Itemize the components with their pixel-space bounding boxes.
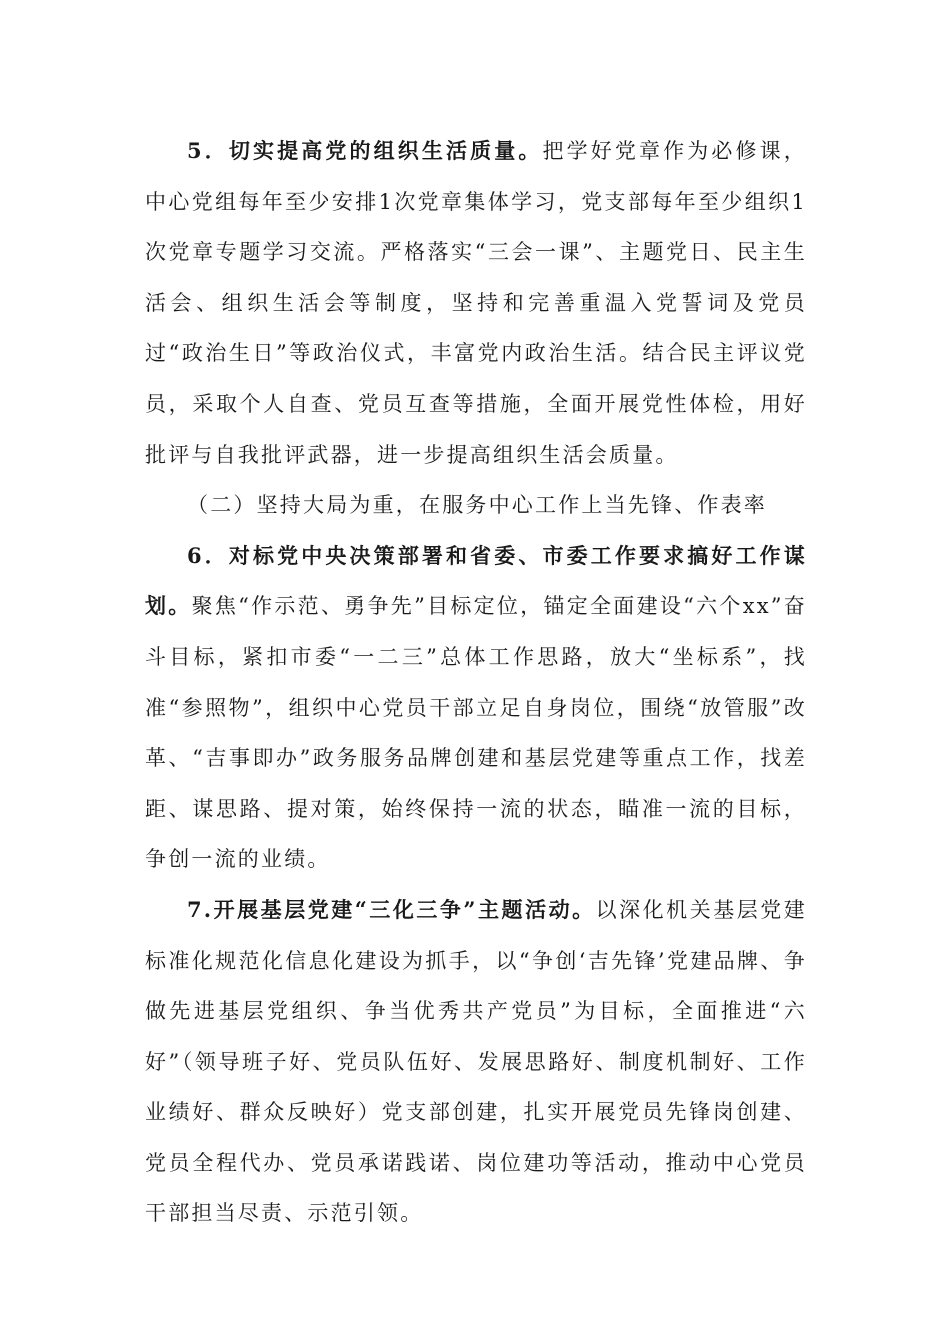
paragraph-text: 把学好党章作为必修课，中心党组每年至少安排1次党章集体学习，党支部每年至少组织1次党章专题学习交流。严格落实“三会一课”、主题党日、民主生活会、组织生活会等制度，坚持和完善重温入党誓词及党员过“政治生日”等政治仪式，丰富党内政治生活。结合民主评议党员，采取个人自查、党员互查等措施，全面开展党性体检，用好批评与自我批评武器，进一步提高组织生活会质量。 [145, 139, 807, 467]
paragraph-text: 以深化机关基层党建标准化规范化信息化建设为抓手，以“争创‘吉先锋’党建品牌、争做先进基层党组织、争当优秀共产党员”为目标，全面推进“六好”（领导班子好、党员队伍好、发展思路好、制度机制好、工作业绩好、群众反映好）党支部创建，扎实开展党员先锋岗创建、党员全程代办、党员承诺践诺、岗位建功等活动，推动中心党员干部担当尽责、示范引领。 [145, 897, 807, 1226]
paragraph-lead: 7.开展基层党建“三化三争”主题活动。 [187, 896, 596, 922]
paragraph-lead: 6．对标党中央决策部署和省委、市委工作要求搞好工作谋划。 [145, 542, 807, 619]
paragraph-text: 聚焦“作示范、勇争先”目标定位，锚定全面建设“六个xx”奋斗目标，紧扣市委“一二三”总体工作思路，放大“坐标系”，找准“参照物”，组织中心党员干部立足自身岗位，围绕“放管服”改革、“吉事即办”政务服务品牌创建和基层党建等重点工作，找差距、谋思路、提对策，始终保持一流的状态，瞄准一流的目标，争创一流的业绩。 [145, 594, 807, 872]
paragraph-item-6 [145, 531, 807, 885]
paragraph-item-5 [145, 126, 807, 480]
section-heading-2: （二）坚持大局为重，在服务中心工作上当先锋、作表率 [187, 493, 767, 518]
document-body [145, 126, 807, 1239]
paragraph-lead: 5．切实提高党的组织生活质量。 [187, 138, 543, 163]
paragraph-item-7 [145, 885, 807, 1239]
